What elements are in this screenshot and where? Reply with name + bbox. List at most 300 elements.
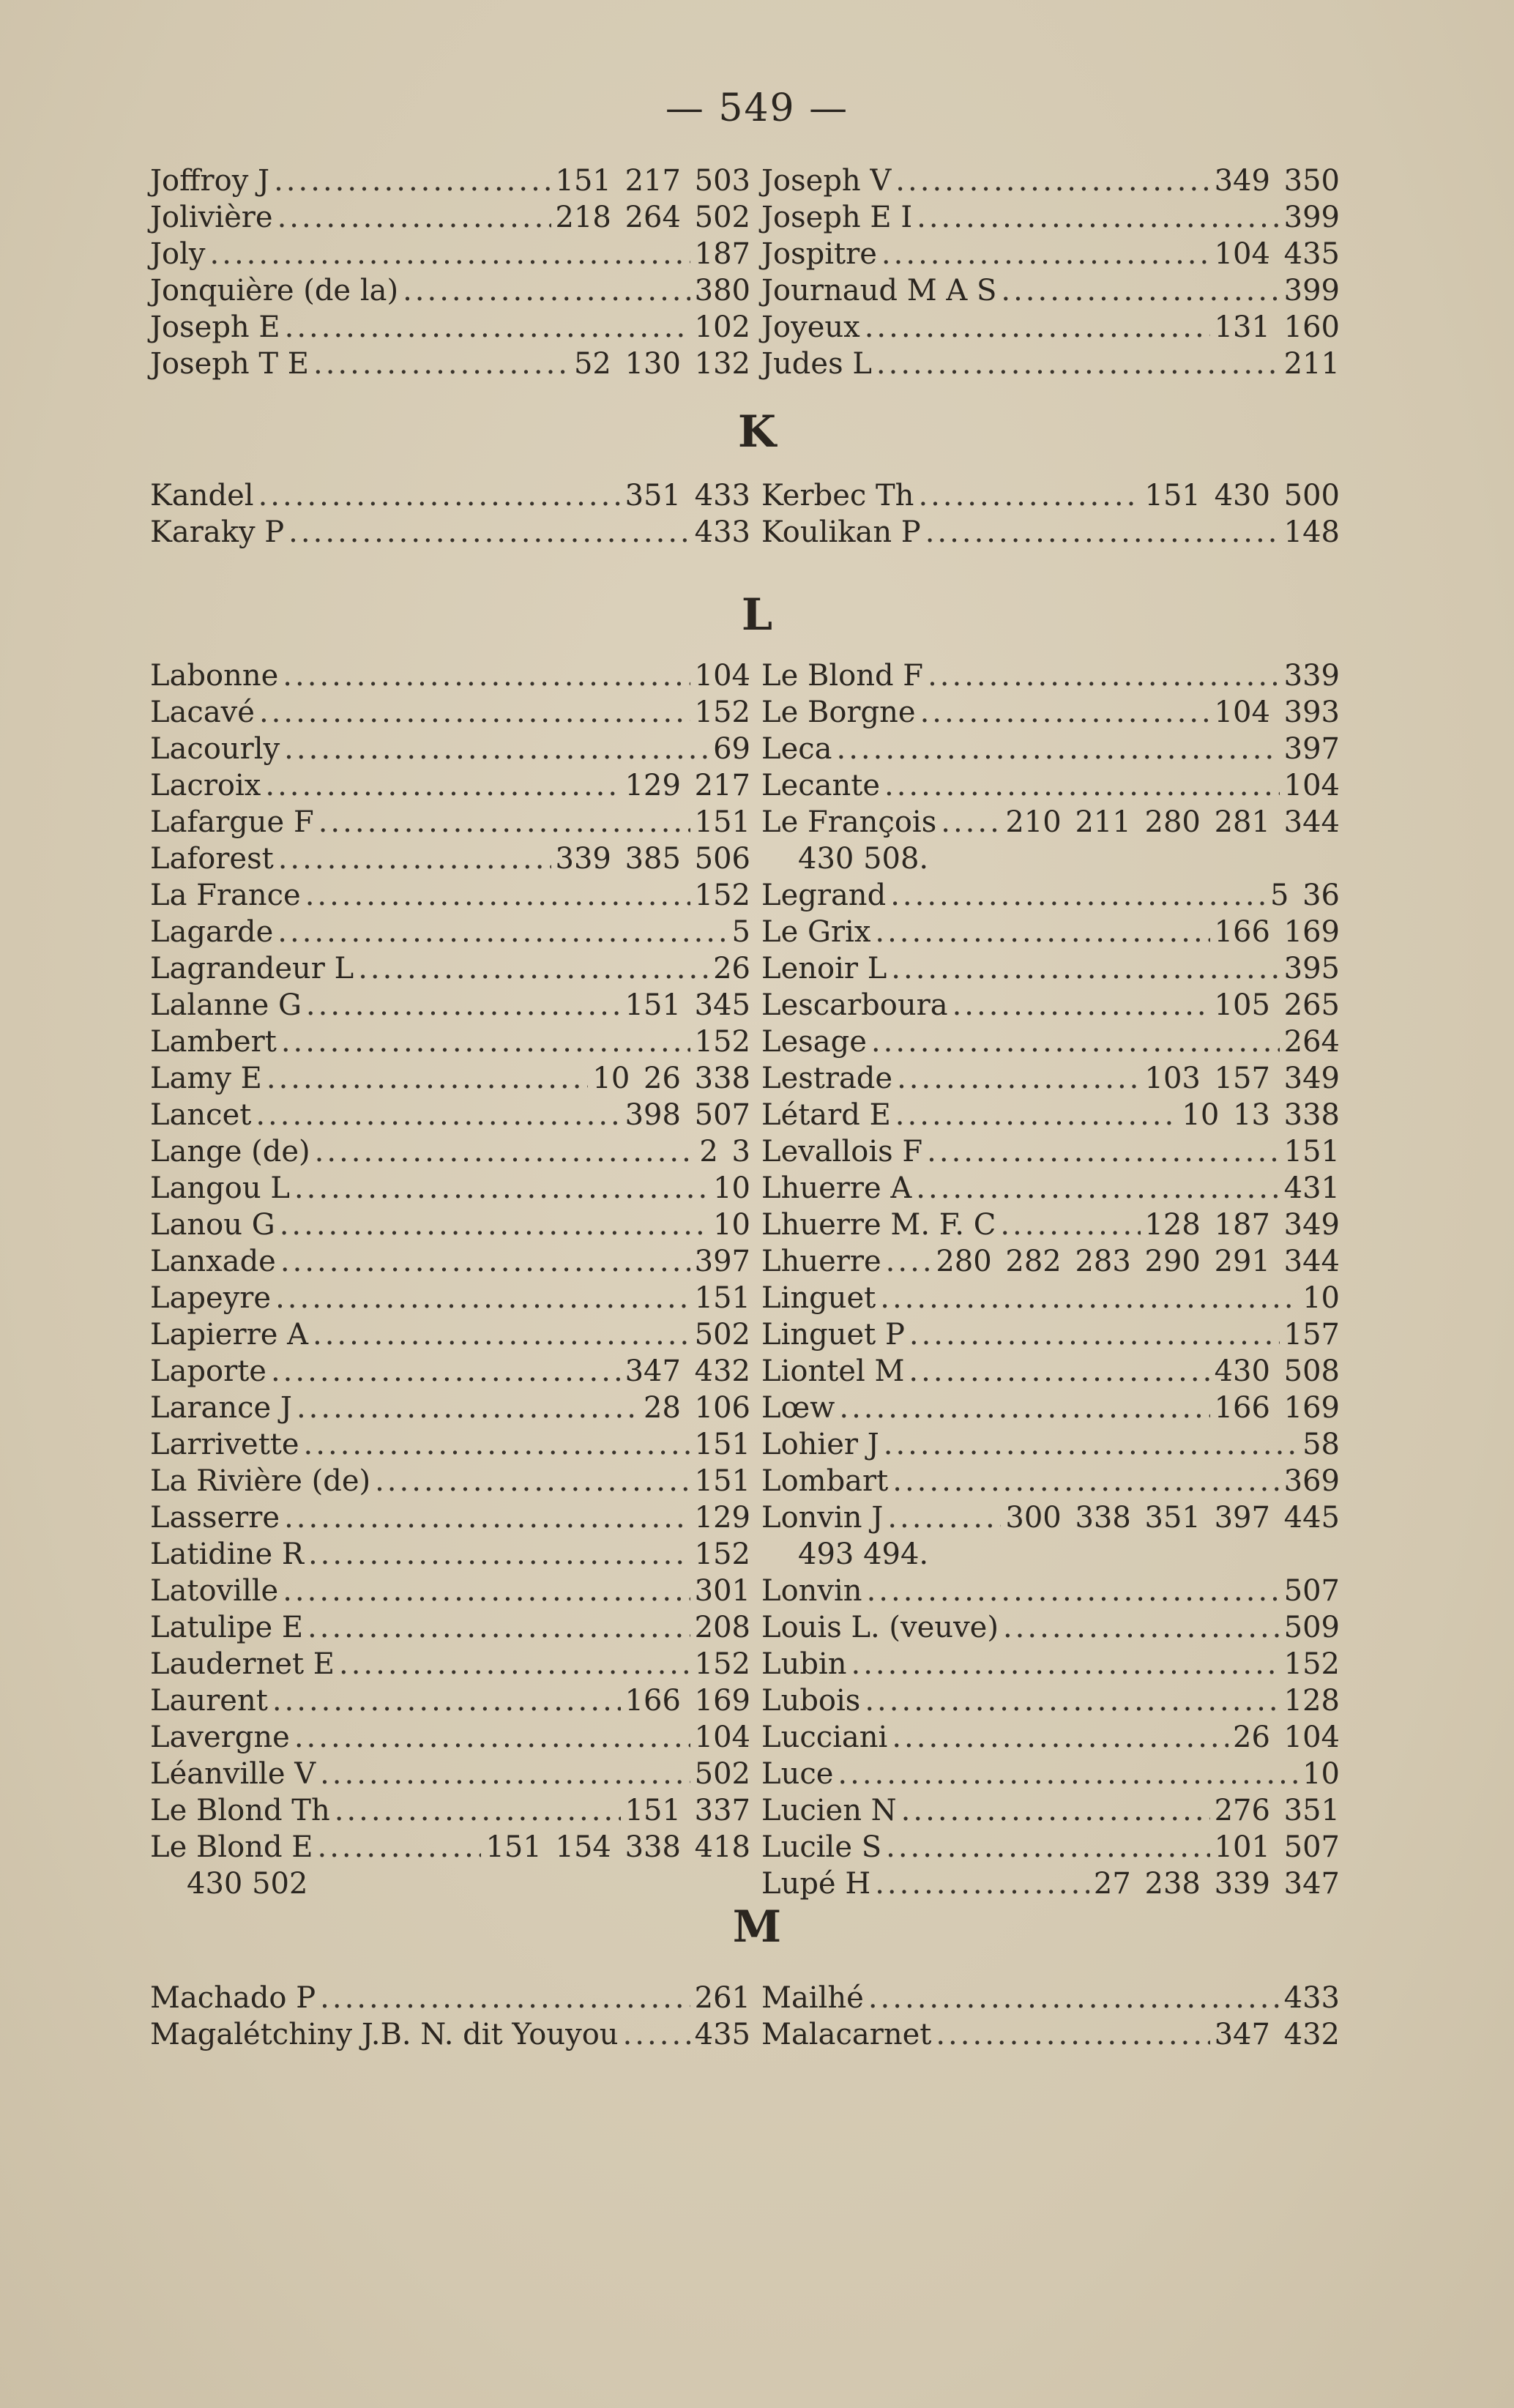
dot-leader [274,163,551,199]
index-entry [150,840,750,877]
entry-pages: 151 [694,1281,750,1315]
entry-name: Le Blond F [761,659,924,693]
entry-pages: 399 [1283,201,1340,234]
dot-leader [1000,1207,1140,1243]
entry-pages: 10 [713,1171,750,1205]
index-entry [150,1536,750,1573]
entry-pages: 151 154 338 418 [485,1830,750,1864]
entry-name: Liontel M [761,1354,905,1388]
entry-pages: 347 432 [1214,2018,1340,2051]
entry-name: Lœw [761,1391,835,1425]
entry-name: Létard E [761,1098,891,1132]
entry-name: Lonvin [761,1574,862,1608]
entry-pages: 351 433 [624,479,750,512]
index-entry [761,1426,1340,1463]
dot-leader [275,1280,690,1316]
entry-name: Joffroy J [150,164,270,198]
entry-pages: 339 385 506 [555,842,750,876]
index-entry [150,1646,750,1682]
dot-leader [318,804,690,840]
entry-name: Larance J [150,1391,292,1425]
index-entry [150,1792,750,1829]
dot-leader [306,987,621,1024]
entry-pages: 433 [694,515,750,549]
entry-pages: 157 [1283,1318,1340,1352]
index-entry [761,1865,1340,1902]
entry-name: La Rivière (de) [150,1464,371,1498]
entry-name: Joseph V [761,164,892,198]
entry-name: Latulipe E [150,1611,304,1644]
dot-leader [895,1097,1178,1133]
dot-leader [1001,272,1279,309]
dot-leader [266,1060,589,1097]
dot-leader [271,1353,621,1390]
entry-name: Lenoir L [761,952,887,985]
entry-name: Lalanne G [150,988,302,1022]
index-entry [150,1390,750,1426]
entry-pages: 128 [1283,1684,1340,1718]
index-entry [150,767,750,804]
entry-pages: 276 351 [1214,1794,1340,1827]
dot-leader [836,731,1279,767]
entry-name: Lacavé [150,696,255,729]
entry-pages: 58 [1302,1428,1340,1461]
index-entry [761,1980,1340,2016]
dot-leader [283,1573,690,1609]
dot-leader [256,1097,620,1133]
dot-leader [305,877,690,914]
index-entry [150,1060,750,1097]
dot-leader [875,914,1209,950]
entry-pages: 218 264 502 [555,201,750,234]
entry-pages: 431 [1283,1171,1340,1205]
entry-pages: 210 211 280 281 344 [1005,805,1340,839]
entry-pages: 502 [694,1318,750,1352]
dot-leader [280,1207,709,1243]
entry-pages: 397 [694,1245,750,1278]
entry-name: Lhuerre A [761,1171,912,1205]
index-entry [150,346,750,382]
index-entry [761,1499,1340,1536]
dot-leader [875,1865,1089,1902]
entry-name: Lagarde [150,915,274,949]
dot-leader [884,1426,1298,1463]
entry-pages: 10 26 338 [592,1062,750,1095]
entry-name: Lucien N [761,1794,897,1827]
entry-pages: 509 [1283,1611,1340,1644]
dot-leader [901,1792,1210,1829]
entry-pages: 104 [694,659,750,693]
entry-pages: 395 [1283,952,1340,985]
entry-pages: 301 [694,1574,750,1608]
dot-leader [886,1829,1209,1865]
index-entry [150,1353,750,1390]
entry-pages: 151 337 [624,1794,750,1827]
dot-leader [868,1980,1280,2016]
entry-name: Luce [761,1757,834,1791]
entry-pages: 128 187 349 [1144,1208,1340,1242]
entry-pages: 166 169 [624,1684,750,1718]
index-entry [150,1499,750,1536]
dot-leader [916,1170,1279,1207]
entry-pages: 152 [694,696,750,729]
dot-leader [880,1280,1298,1316]
entry-pages: 152 [694,1025,750,1059]
entry-pages: 152 [694,1647,750,1681]
entry-pages: 349 350 [1214,164,1340,198]
entry-pages: 211 [1283,347,1340,381]
dot-leader [865,309,1210,346]
entry-name: Legrand [761,879,887,912]
entry-pages: 69 [713,732,750,766]
dot-leader [318,1829,482,1865]
section-m-right [761,1980,1340,2053]
dot-leader [952,987,1210,1024]
entry-name: Lucile S [761,1830,882,1864]
entry-pages: 166 169 [1214,915,1340,949]
entry-name: Kerbec Th [761,479,914,512]
entry-name: Malacarnet [761,2018,932,2051]
entry-pages: 380 [694,274,750,307]
entry-name: Labonne [150,659,279,693]
index-entry [761,1097,1340,1133]
index-entry [761,272,1340,309]
entry-name: Lapeyre [150,1281,272,1315]
entry-pages: 104 [1283,769,1340,802]
dot-leader [339,1646,690,1682]
index-entry [761,1390,1340,1426]
index-entry [150,877,750,914]
index-entry [150,950,750,987]
dot-leader [920,694,1210,731]
index-entry [761,767,1340,804]
dot-leader [892,1719,1228,1756]
entry-name: Lapierre A [150,1318,308,1352]
entry-pages: 151 430 500 [1144,479,1340,512]
index-entry [761,236,1340,272]
index-entry [150,1097,750,1133]
entry-name: Lagrandeur L [150,952,354,985]
index-entry [150,163,750,199]
entry-pages: 433 [1283,1981,1340,2015]
dot-leader [277,914,727,950]
entry-pages: 52 130 132 [573,347,750,381]
entry-pages: 502 [694,1757,750,1791]
entry-name: Koulikan P [761,515,921,549]
index-entry [761,950,1340,987]
index-entry [150,987,750,1024]
dot-leader [865,1682,1279,1719]
entry-name: Lavergne [150,1721,290,1754]
dot-leader [272,1682,621,1719]
entry-name: Laudernet E [150,1647,335,1681]
entry-name: Jolivière [150,201,273,234]
dot-leader [918,477,1140,514]
entry-name: Jospitre [761,237,877,271]
entry-pages: 280 282 283 290 291 344 [936,1245,1340,1278]
entry-pages: 2 3 [699,1135,750,1168]
entry-name: Larrivette [150,1428,299,1461]
dot-leader [925,514,1280,551]
entry-name: Karaky P [150,515,285,549]
dot-leader [886,1243,932,1280]
index-entry [761,804,1340,840]
dot-leader [884,767,1280,804]
entry-pages: 10 [1302,1281,1340,1315]
index-entry [150,914,750,950]
dot-leader [881,236,1210,272]
index-entry [761,309,1340,346]
entry-name: Magalétchiny J.B. N. dit Youyou [150,2018,619,2051]
dot-leader [294,1719,690,1756]
dot-leader [308,1536,690,1573]
dot-leader [277,199,551,236]
index-entry [761,914,1340,950]
entry-pages: 152 [694,879,750,912]
entry-pages: 152 [1283,1647,1340,1681]
entry-name: Journaud M A S [761,274,997,307]
index-entry [150,477,750,514]
index-entry [150,1316,750,1353]
index-entry [150,694,750,731]
dot-leader [871,1024,1280,1060]
entry-pages: 102 [694,310,750,344]
entry-name: Laurent [150,1684,268,1718]
entry-name: Lestrade [761,1062,893,1095]
dot-leader [909,1316,1280,1353]
section-l-right [761,657,1340,1902]
entry-pages: 151 [694,805,750,839]
entry-pages: 104 393 [1214,696,1340,729]
entry-name: Lange (de) [150,1135,310,1168]
entry-name: Langou L [150,1171,290,1205]
entry-pages-continued: 430 508. [798,842,929,876]
index-entry [761,1060,1340,1097]
entry-name: Levallois F [761,1135,923,1168]
dot-leader [403,272,690,309]
index-entry [761,1646,1340,1682]
dot-leader [304,1426,690,1463]
entry-name: Laporte [150,1354,266,1388]
entry-pages: 397 [1283,732,1340,766]
entry-pages-continued: 430 502 [187,1867,308,1901]
index-entry [150,1207,750,1243]
dot-leader [839,1390,1209,1426]
dot-leader [909,1353,1209,1390]
entry-pages: 105 265 [1214,988,1340,1022]
index-entry [761,1792,1340,1829]
index-entry [761,1682,1340,1719]
index-entry [761,657,1340,694]
dot-leader [335,1792,621,1829]
index-entry [761,1170,1340,1207]
entry-pages: 28 106 [644,1391,750,1425]
index-entry [761,1243,1340,1280]
entry-name: Joly [150,237,206,271]
entry-name: La France [150,879,301,912]
entry-pages: 10 13 338 [1182,1098,1340,1132]
entry-name: Joseph E I [761,201,913,234]
entry-pages: 264 [1283,1025,1340,1059]
index-entry [761,1609,1340,1646]
entry-name: Lupé H [761,1867,871,1901]
dot-leader [358,950,709,987]
entry-name: Lhuerre M. F. C [761,1208,996,1242]
index-entry [761,199,1340,236]
index-entry [150,1980,750,2016]
dot-leader [258,477,621,514]
index-entry [761,1316,1340,1353]
section-k-left [150,477,750,551]
entry-pages: 101 507 [1214,1830,1340,1864]
dot-leader [1003,1609,1280,1646]
index-entry [150,1756,750,1792]
index-entry [150,657,750,694]
section-l-left [150,657,750,1902]
index-entry [150,1573,750,1609]
dot-leader [876,346,1280,382]
entry-pages: 5 [731,915,750,949]
dot-leader [313,346,570,382]
dot-leader [210,236,690,272]
dot-leader [278,840,551,877]
dot-leader [284,1499,690,1536]
dot-leader [288,514,690,551]
index-entry [761,987,1340,1024]
dot-leader [297,1390,639,1426]
dot-leader [895,163,1209,199]
entry-name: Le Grix [761,915,871,949]
entry-name: Machado P [150,1981,316,2015]
entry-pages: 507 [1283,1574,1340,1608]
dot-leader [285,309,690,346]
dot-leader [887,1499,1001,1536]
entry-pages: 104 [694,1721,750,1754]
index-entry [761,1353,1340,1390]
section-letter-m: M [732,1901,782,1953]
entry-name: Joseph E [150,310,280,344]
index-entry [150,1133,750,1170]
dot-leader [259,694,690,731]
index-entry [761,1280,1340,1316]
index-entry [150,1719,750,1756]
dot-leader [891,950,1279,987]
entry-name: Joseph T E [150,347,309,381]
dot-leader [890,877,1266,914]
index-entry [761,1133,1340,1170]
entry-name: Lombart [761,1464,889,1498]
index-entry [150,1682,750,1719]
entry-pages: 104 435 [1214,237,1340,271]
dot-leader [623,2016,690,2053]
entry-pages: 430 508 [1214,1354,1340,1388]
dot-leader [867,1573,1280,1609]
entry-name: Lescarboura [761,988,948,1022]
dot-leader [838,1756,1298,1792]
entry-pages: 129 [694,1501,750,1535]
index-entry [761,1829,1340,1865]
entry-name: Lonvin J [761,1501,884,1535]
dot-leader [936,2016,1209,2053]
entry-name: Joyeux [761,310,860,344]
dot-leader [313,1316,690,1353]
entry-pages: 152 [694,1537,750,1571]
index-entry [761,346,1340,382]
index-entry [150,1170,750,1207]
entry-pages: 369 [1283,1464,1340,1498]
entry-name: Lucciani [761,1721,888,1754]
entry-name: Judes L [761,347,872,381]
entry-name: Le Blond Th [150,1794,330,1827]
entry-pages: 26 [713,952,750,985]
entry-pages: 10 [1302,1757,1340,1791]
entry-name: Linguet [761,1281,876,1315]
entry-name: Lhuerre [761,1245,881,1278]
entry-pages: 166 169 [1214,1391,1340,1425]
dot-leader [892,1463,1279,1499]
section-j-left [150,163,750,382]
index-entry [150,309,750,346]
entry-pages: 347 432 [624,1354,750,1388]
index-entry [150,199,750,236]
entry-pages: 151 [694,1464,750,1498]
entry-name: Jonquière (de la) [150,274,399,307]
entry-pages: 26 104 [1233,1721,1340,1754]
dot-leader [897,1060,1140,1097]
entry-name: Louis L. (veuve) [761,1611,999,1644]
entry-pages: 103 157 349 [1144,1062,1340,1095]
entry-name: Lambert [150,1025,277,1059]
entry-pages: 398 507 [624,1098,750,1132]
dot-leader [280,1243,690,1280]
entry-name: Le Borgne [761,696,916,729]
entry-pages: 261 [694,1981,750,2015]
index-entry [150,272,750,309]
dot-leader [375,1463,690,1499]
entry-name: Lacroix [150,769,261,802]
entry-name: Le Blond E [150,1830,313,1864]
section-letter-k: K [737,406,777,458]
entry-pages: 5 36 [1269,879,1340,912]
entry-pages: 435 [694,2018,750,2051]
entry-name: Lanxade [150,1245,276,1278]
entry-pages: 151 [1283,1135,1340,1168]
index-entry [150,1426,750,1463]
section-m-left [150,1980,750,2053]
index-entry [150,804,750,840]
dot-leader [851,1646,1279,1682]
dot-leader [315,1133,696,1170]
entry-pages-continued: 493 494. [798,1537,929,1571]
entry-pages: 27 238 339 347 [1093,1867,1340,1901]
dot-leader [927,1133,1280,1170]
index-entry [150,236,750,272]
dot-leader [265,767,620,804]
section-letter-l: L [741,589,773,641]
index-entry [150,2016,750,2053]
index-entry [150,1829,750,1865]
dot-leader [928,657,1280,694]
index-entry [761,694,1340,731]
entry-pages: 300 338 351 397 445 [1005,1501,1340,1535]
index-entry [150,1243,750,1280]
entry-name: Lanou G [150,1208,275,1242]
dot-leader [307,1609,690,1646]
entry-pages: 187 [694,237,750,271]
entry-name: Lancet [150,1098,252,1132]
entry-name: Lacourly [150,732,280,766]
index-entry [761,1756,1340,1792]
